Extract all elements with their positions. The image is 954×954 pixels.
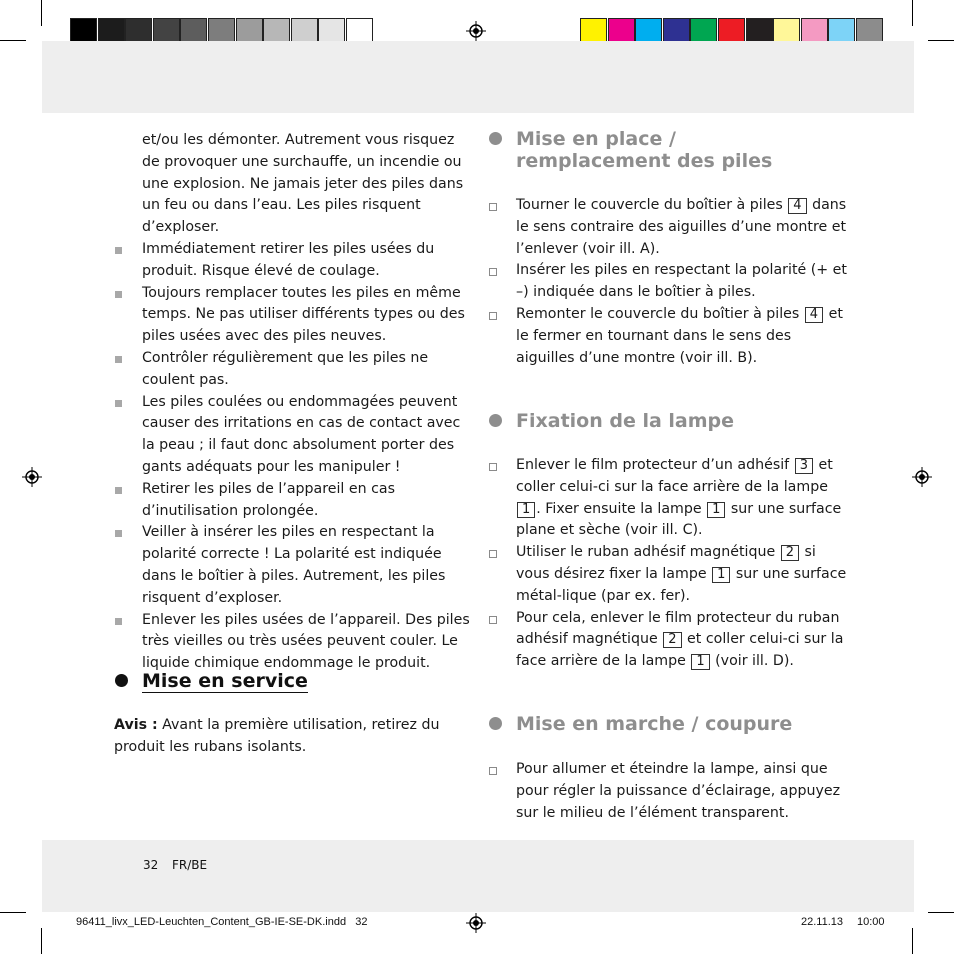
- section-title-battery: [516, 128, 772, 172]
- crop-mark: [928, 40, 954, 41]
- list-item: Enlever le film protecteur d’un adhésif 3 et coller celui-ci sur la face arrière de la lampe 1 . Fixer ensuite la lampe 1 sur une surface plane et sèche (voir ill. C).: [488, 455, 848, 542]
- section-title-line-1: Mise en place /: [516, 128, 676, 150]
- list-item: Remonter le couvercle du boîtier à piles 4 et le fermer en tournant dans le sens des aiguilles d’une montre (voir ill. B).: [488, 304, 848, 369]
- list-item: [114, 610, 470, 675]
- registration-mark-icon: [466, 21, 486, 41]
- list-item-text: Contrôler régulièrement que les piles ne coulent pas.: [142, 349, 429, 388]
- notice-label: Avis :: [114, 717, 158, 733]
- square-bullet-icon: [115, 618, 122, 625]
- locale-label: FR/BE: [172, 858, 208, 872]
- part-number: 1: [707, 502, 725, 518]
- checkbox-bullet-icon: [489, 550, 497, 558]
- battery-steps: [488, 195, 848, 369]
- notice-paragraph: [114, 715, 472, 759]
- checkbox-bullet-icon: [489, 616, 497, 624]
- file-name: 96411_livx_LED-Leuchten_Content_GB-IE-SE-DK.indd 32: [76, 916, 368, 928]
- crop-mark: [928, 912, 954, 913]
- page-number: 32: [143, 858, 159, 872]
- list-item: Utiliser le ruban adhésif magnétique 2 si vous désirez fixer la lampe 1 sur une surface métal-lique (par ex. fer).: [488, 542, 848, 607]
- list-item: [114, 239, 470, 283]
- part-number: 2: [781, 545, 799, 561]
- list-item-text: Les piles coulées ou endommagées peuvent causer des irritations en cas de contact avec la peau ; il faut donc absolument porter des gants adéquats pour les manipuler !: [142, 393, 461, 475]
- part-number: 4: [788, 198, 806, 214]
- list-item: Pour allumer et éteindre la lampe, ainsi que pour régler la puissance d’éclairage, appuyez sur le milieu de l’élément transparent.: [488, 759, 848, 824]
- print-time: 10:00: [857, 916, 885, 928]
- list-item-text: Retirer les piles de l’appareil en cas d’inutilisation prolongée.: [142, 480, 395, 519]
- section-title-mise-en-service: [142, 670, 308, 692]
- registration-mark-icon: [912, 467, 932, 487]
- print-date: 22.11.13: [801, 916, 844, 928]
- left-column: [114, 130, 470, 675]
- list-item: Pour cela, enlever le film protecteur du ruban adhésif magnétique 2 et coller celui-ci sur la face arrière de la lampe 1 (voir ill. D).: [488, 608, 848, 673]
- section-title-line-2: remplacement des piles: [516, 150, 773, 172]
- list-item: Insérer les piles en respectant la polarité (+ et –) indiquée dans le boîtier à piles.: [488, 260, 848, 304]
- section-title-fixing: [516, 410, 734, 432]
- part-number: 1: [691, 654, 709, 670]
- checkbox-bullet-icon: [489, 463, 497, 471]
- intro-text: et/ou les démonter. Autrement vous risquez de provoquer une surchauffe, un incendie ou une explosion. Ne jamais jeter des piles dans un feu ou dans l’eau. Les piles risquent d’exploser.: [142, 132, 464, 236]
- list-item-text: Toujours remplacer toutes les piles en même temps. Ne pas utiliser différents types ou des piles usées avec des piles neuves.: [142, 284, 465, 345]
- crop-mark: [41, 0, 42, 26]
- part-number: 1: [712, 567, 730, 583]
- section-title-text: Fixation de la lampe: [516, 410, 735, 432]
- bullet-dot-icon: [489, 717, 502, 730]
- checkbox-bullet-icon: [489, 268, 497, 276]
- crop-mark: [41, 928, 42, 954]
- list-item: [114, 392, 470, 479]
- square-bullet-icon: [115, 291, 122, 298]
- part-number: 3: [795, 458, 813, 474]
- list-item: [114, 283, 470, 348]
- list-item-text: Veiller à insérer les piles en respectant la polarité correcte ! La polarité est indiquée dans le boîtier à piles. Autrement, les piles risquent d’exploser.: [142, 524, 446, 606]
- fixing-steps: [488, 455, 848, 673]
- square-bullet-icon: [115, 487, 122, 494]
- registration-mark-icon: [22, 467, 42, 487]
- list-item: [114, 348, 470, 392]
- list-item-text: Enlever les piles usées de l’appareil. Des piles très vieilles ou très usées peuvent couler. Le liquide chimique endommage le produit.: [142, 611, 470, 672]
- bullet-dot-icon: [489, 414, 502, 427]
- list-item: [114, 479, 470, 523]
- crop-mark: [912, 928, 913, 954]
- list-item-text: Immédiatement retirer les piles usées du produit. Risque élevé de coulage.: [142, 240, 435, 279]
- registration-mark-icon: [466, 913, 486, 933]
- square-bullet-icon: [115, 530, 122, 537]
- onoff-steps: [488, 759, 848, 824]
- square-bullet-icon: [115, 247, 122, 254]
- part-number: 1: [517, 502, 535, 518]
- section-title-text: Mise en marche / coupure: [516, 713, 793, 735]
- checkbox-bullet-icon: [489, 767, 497, 775]
- crop-mark: [0, 40, 26, 41]
- section-title-onoff: [516, 713, 792, 735]
- square-bullet-icon: [115, 356, 122, 363]
- checkbox-bullet-icon: [489, 312, 497, 320]
- footer-band: [42, 840, 914, 912]
- header-band: [42, 41, 914, 113]
- bullet-dot-icon: [489, 132, 502, 145]
- part-number: 4: [805, 307, 823, 323]
- crop-mark: [0, 912, 26, 913]
- notice-text: Avant la première utilisation, retirez du produit les rubans isolants.: [114, 717, 440, 755]
- crop-mark: [912, 0, 913, 26]
- list-item: [114, 522, 470, 609]
- section-title-text: Mise en service: [142, 670, 308, 692]
- square-bullet-icon: [115, 400, 122, 407]
- list-item: Tourner le couvercle du boîtier à piles 4 dans le sens contraire des aiguilles d’une montre et l’enlever (voir ill. A).: [488, 195, 848, 260]
- checkbox-bullet-icon: [489, 203, 497, 211]
- bullet-dot-icon: [115, 674, 128, 687]
- part-number: 2: [663, 632, 681, 648]
- safety-bullet-list: [114, 239, 470, 675]
